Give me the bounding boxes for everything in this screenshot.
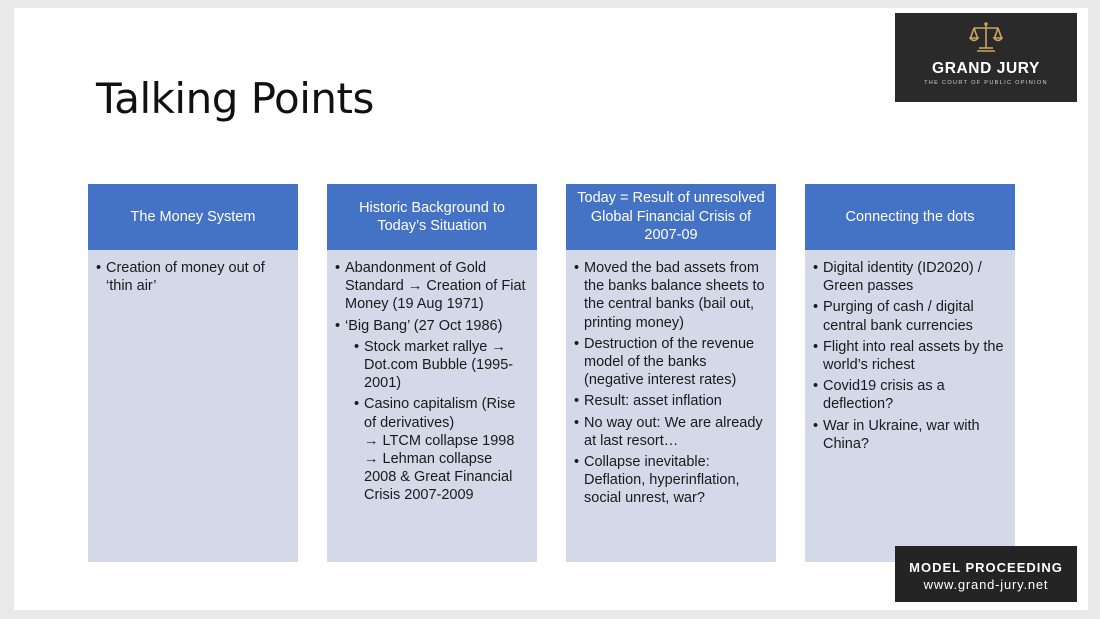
badge-title: MODEL PROCEEDING xyxy=(909,560,1063,575)
column-header: Historic Background to Today’s Situation xyxy=(327,184,537,250)
logo-tagline: THE COURT OF PUBLIC OPINION xyxy=(924,80,1048,86)
list-item-text: → LTCM collapse 1998 xyxy=(364,432,515,449)
column-money-system xyxy=(88,184,298,562)
column-connecting-dots xyxy=(805,184,1015,562)
column-body xyxy=(566,250,776,508)
list-subitem xyxy=(354,395,528,504)
list-item-text: ‘Big Bang’ (27 Oct 1986) xyxy=(345,317,503,334)
list-item xyxy=(813,259,1006,295)
column-body xyxy=(805,250,1015,453)
list-item xyxy=(813,377,1006,413)
list-item-text: Flight into real assets by the world’s richest xyxy=(823,338,1004,374)
list-item-text: → Lehman collapse 2008 & Great Financial Crisis 2007-2009 xyxy=(364,451,513,504)
list-item xyxy=(574,414,767,450)
column-today-result xyxy=(566,184,776,562)
column-header: The Money System xyxy=(88,184,298,250)
list-item-text: Moved the bad assets from the banks balance sheets to the central banks (bail out, printing money) xyxy=(584,260,765,331)
list-item xyxy=(574,335,767,390)
column-historic-background xyxy=(327,184,537,562)
list-item-text: Collapse inevitable: Deflation, hyperinflation, social unrest, war? xyxy=(584,454,740,507)
logo-name: GRAND JURY xyxy=(932,60,1040,77)
list-item-text: Result: asset inflation xyxy=(584,393,722,410)
list-item-text: Purging of cash / digital central bank currencies xyxy=(823,299,974,334)
column-header: Today = Result of unresolved Global Financial Crisis of 2007-09 xyxy=(566,184,776,250)
list-item-text: No way out: We are already at last resort… xyxy=(584,414,763,449)
column-body xyxy=(88,250,298,295)
column-header: Connecting the dots xyxy=(805,184,1015,250)
list-item-text: Destruction of the revenue model of the banks (negative interest rates) xyxy=(584,335,755,389)
list-item-text: War in Ukraine, war with China? xyxy=(823,417,980,452)
model-proceeding-badge xyxy=(895,546,1077,602)
list-item xyxy=(335,317,528,335)
list-item xyxy=(574,392,767,410)
list-subitem xyxy=(354,338,528,393)
column-body xyxy=(327,250,537,505)
list-item-text: Creation of money out of ‘thin air’ xyxy=(106,260,265,295)
list-item xyxy=(574,453,767,508)
list-item xyxy=(574,259,767,332)
slide-title: Talking Points xyxy=(96,74,374,123)
list-item xyxy=(813,298,1006,334)
list-item-text: Digital identity (ID2020) / Green passes xyxy=(823,260,982,295)
list-item xyxy=(813,417,1006,453)
list-item xyxy=(335,259,528,314)
list-item xyxy=(96,259,289,295)
badge-url[interactable]: www.grand-jury.net xyxy=(923,577,1049,592)
grand-jury-logo xyxy=(895,13,1077,102)
list-item-text: • Casino capitalism (Rise of derivatives) xyxy=(364,396,516,431)
scales-of-justice-icon xyxy=(969,21,1003,53)
list-item-text: Covid19 crisis as a deflection? xyxy=(823,378,945,413)
list-item xyxy=(813,338,1006,374)
list-item-text: Abandonment of Gold Standard → Creation of Fiat Money (19 Aug 1971) xyxy=(345,260,526,313)
list-item-text: Stock market rallye → Dot.com Bubble (1995-2001) xyxy=(364,338,514,392)
